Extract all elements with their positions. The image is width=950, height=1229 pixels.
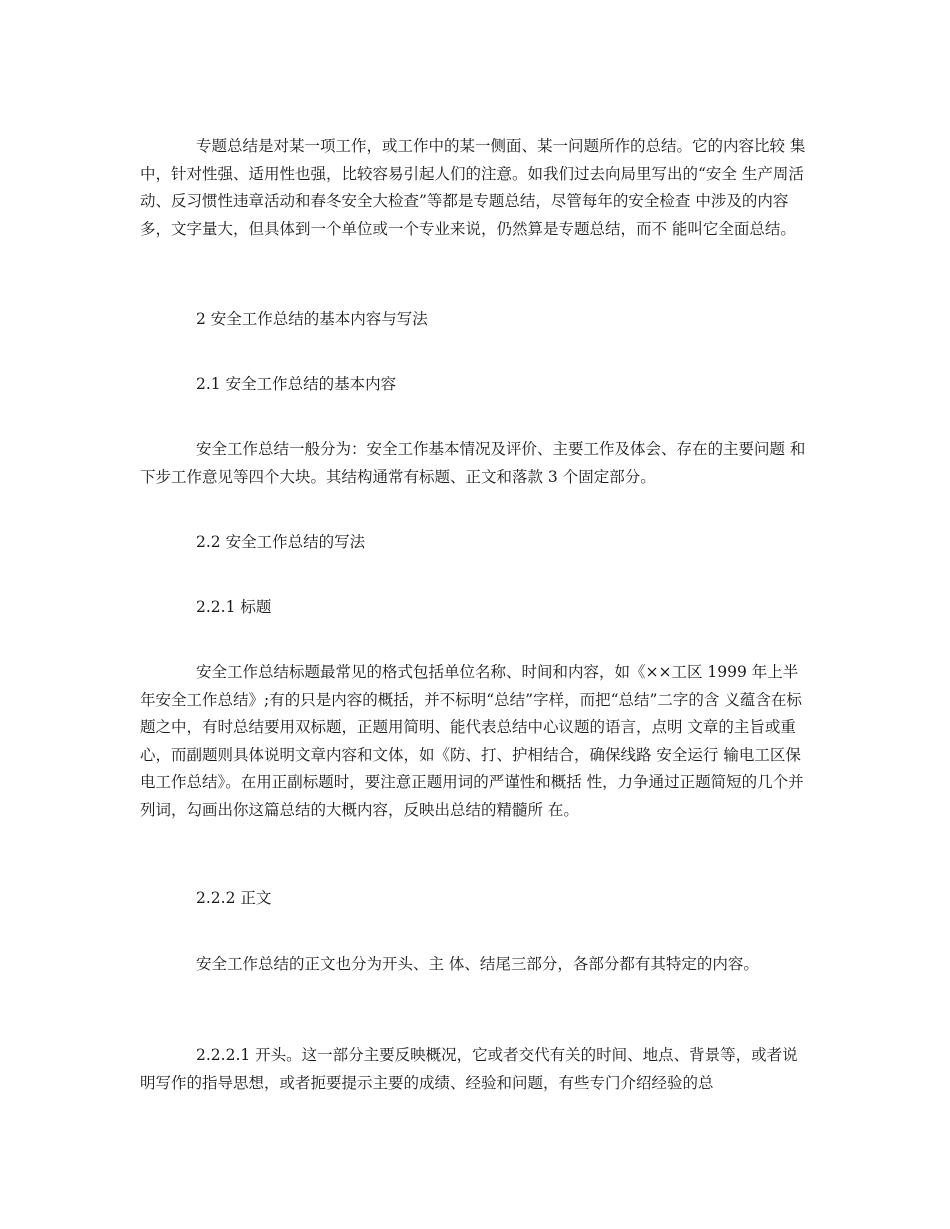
paragraph-opening: 2.2.2.1 开头。这一部分主要反映概况，它或者交代有关的时间、地点、背景等，或者说 明写作的指导思想，或者扼要提示主要的成绩、经验和问题，有些专门介绍经验的总 <box>140 1046 798 1092</box>
heading-section-2-2-2: 2.2.2 正文 <box>196 889 272 907</box>
paragraph-topic-summary: 专题总结是对某一项工作，或工作中的某一侧面、某一问题所作的总结。它的内容比较 集中，针对性强、适用性也强，比较容易引起人们的注意。如我们过去向局里写出的“安全 生产周活动、反习惯性违章活动和春冬安全大检查”等都是专题总结，尽管每年的安全检查 中涉及的内容多，文字量大，但具体到一个单位或一个专业来说，仍然算是专题总结，而不 能叫它全面总结。 <box>140 137 806 238</box>
heading-section-2-1: 2.1 安全工作总结的基本内容 <box>196 375 397 393</box>
heading-section-2-2: 2.2 安全工作总结的写法 <box>196 533 366 551</box>
heading-section-2: 2 安全工作总结的基本内容与写法 <box>196 310 428 328</box>
paragraph-title-format: 安全工作总结标题最常见的格式包括单位名称、时间和内容，如《××工区 1999 年上半 年安全工作总结》;有的只是内容的概括，并不标明“总结”字样，而把“总结”二字的含 义蕴含在标题之中，有时总结要用双标题，正题用简明、能代表总结中心议题的语言，点明 文章的主旨或重心，而副题则具体说明文章内容和文体，如《防、打、护相结合，确保线路 安全运行 输电工区保电工作总结》。在用正副标题时，要注意正题用词的严谨性和概括 性，力争通过正题简短的几个并列词，勾画出你这篇总结的大概内容，反映出总结的精髓所 在。 <box>140 663 804 819</box>
paragraph-body-parts: 安全工作总结的正文也分为开头、主 体、结尾三部分，各部分都有其特定的内容。 <box>196 955 759 973</box>
paragraph-basic-content: 安全工作总结一般分为：安全工作基本情况及评价、主要工作及体会、存在的主要问题 和下步工作意见等四个大块。其结构通常有标题、正文和落款 3 个固定部分。 <box>140 440 806 486</box>
heading-section-2-2-1: 2.2.1 标题 <box>196 598 272 616</box>
